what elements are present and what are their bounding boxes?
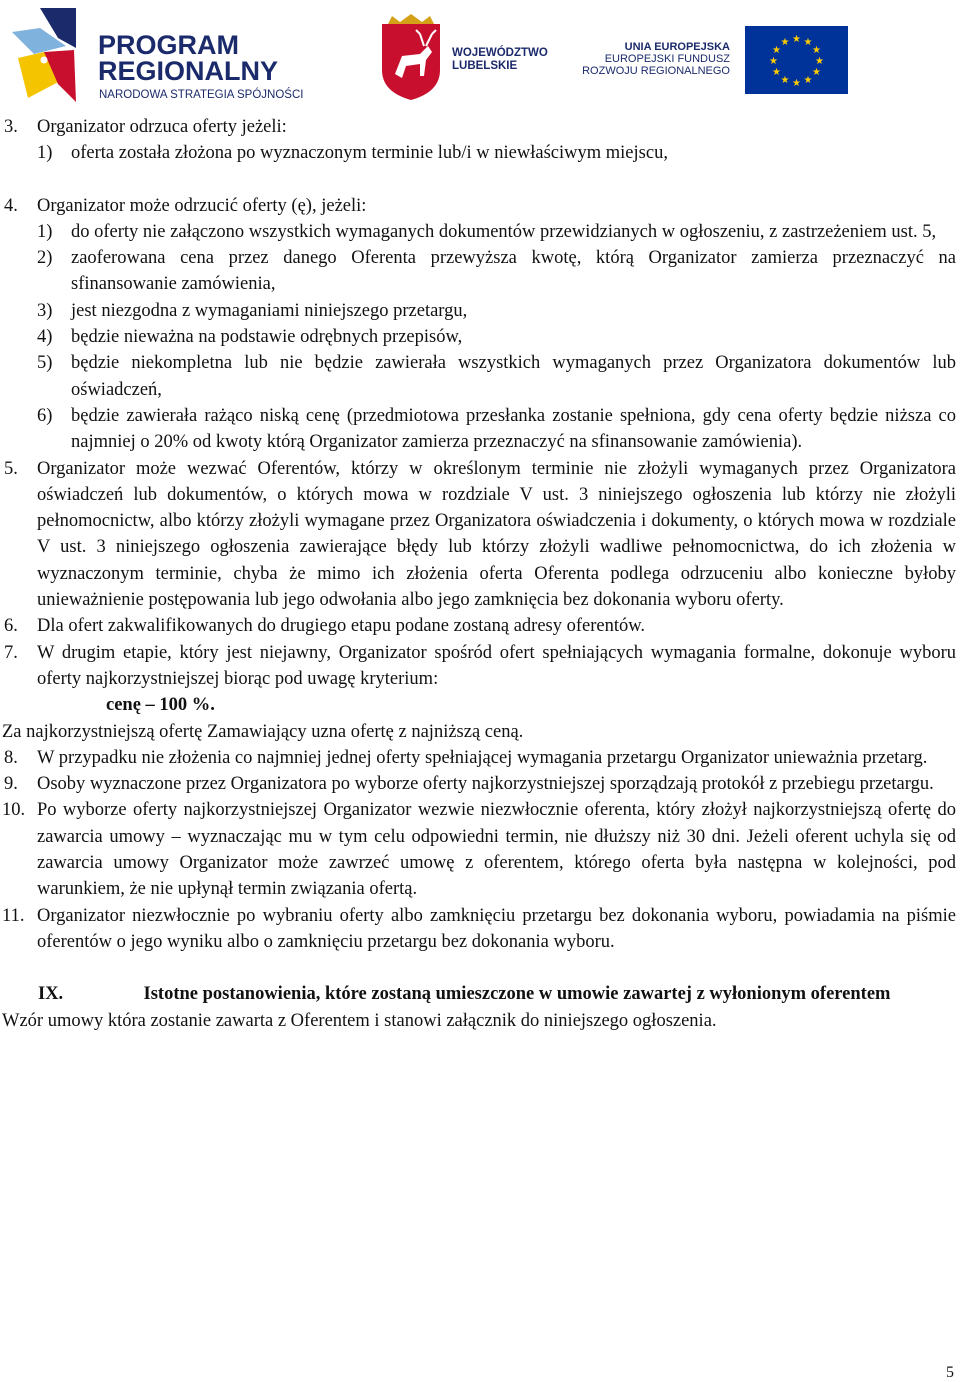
subitem-number: 4)	[37, 327, 53, 348]
paragraph-3	[0, 114, 960, 167]
paragraph-11	[0, 903, 960, 956]
svg-text:★: ★	[769, 56, 778, 67]
section-heading	[0, 981, 960, 1007]
item-number: 11.	[2, 905, 25, 926]
document-body	[0, 114, 960, 1034]
item-number: 10.	[2, 800, 26, 821]
subitem-text: będzie niekompletna lub nie będzie zawierała wszystkich wymaganych przez Organizatora dokumentów lub oświadczeń,	[71, 353, 956, 400]
subitem-4-5	[37, 350, 956, 403]
svg-text:★: ★	[772, 67, 781, 78]
eu-line2: EUROPEJSKI FUNDUSZ	[604, 53, 730, 65]
subitem-text: jest niezgodna z wymaganiami niniejszego przetargu,	[71, 300, 468, 321]
item-number: 4.	[4, 195, 18, 216]
subitem-4-2	[37, 245, 956, 298]
paragraph-8	[0, 745, 960, 771]
eu-line1: UNIA EUROPEJSKA	[624, 41, 730, 53]
svg-text:★: ★	[812, 45, 821, 56]
section-body: Wzór umowy która zostanie zawarta z Oferentem i stanowi załącznik do niniejszego ogłoszenia.	[2, 1010, 717, 1031]
voivodeship-line2: LUBELSKIE	[452, 60, 518, 72]
svg-text:★: ★	[780, 75, 790, 86]
svg-text:★: ★	[803, 75, 813, 86]
paragraph-5	[0, 456, 960, 614]
paragraph-10	[0, 797, 960, 902]
subitem-text: do oferty nie załączono wszystkich wymaganych dokumentów przewidzianych w ogłoszeniu, z zastrzeżeniem ust. 5,	[71, 221, 937, 242]
subitem-text: będzie nieważna na podstawie odrębnych przepisów,	[71, 327, 463, 348]
item-text: Po wyborze oferty najkorzystniejszej Organizator wezwie niezwłocznie oferenta, który złożył najkorzystniejszą ofertę do zawarcia umowy – wyznaczając mu w tym celu odpowiedni termin, nie dłuższy niż 30 dni. Jeżeli oferent uchyla się od zawarcia umowy Organizator może zawrzeć umowę z oferentem, którego oferta była następna w kolejności, pod warunkiem, że nie upłynął termin związania ofertą.	[37, 800, 956, 900]
item-number: 3.	[4, 117, 18, 137]
subitem-number: 5)	[37, 353, 53, 374]
item-text: Organizator może wezwać Oferentów, którzy w określonym terminie nie złożyli wymaganych przez Organizatora oświadczeń lub dokumentów, o których mowa w rozdziale V ust. 3 niniejszego ogłoszenia lub którzy nie złożyli pełnomocnictw, albo którzy złożyli wymagane przez Organizatora oświadczenia i dokumenty, o których mowa w rozdziale V ust. 3 niniejszego ogłoszenia zawierające błędy lub którzy złożyli wadliwe pełnomocnictwa, do ich złożenia w wyznaczonym terminie, chyba że mimo ich złożenia oferta Oferenta podlega odrzuceniu albo konieczne byłoby unieważnienie postępowania lub jego odwołania albo jego zamknięcia bez dokonania wyboru oferty.	[37, 458, 956, 611]
spacer	[0, 167, 960, 193]
subitem-4-1	[37, 219, 956, 245]
subitem-4-6	[37, 403, 956, 456]
subitem-4-3	[37, 298, 956, 324]
item-number: 9.	[4, 774, 18, 795]
section-number: IX.	[38, 984, 64, 1005]
subitem-3-1	[37, 140, 956, 166]
program-subtitle: NARODOWA STRATEGIA SPÓJNOŚCI	[99, 89, 304, 101]
program-title-line1: PROGRAM	[98, 30, 239, 60]
subitem-text: oferta została złożona po wyznaczonym terminie lub/i w niewłaściwym miejscu,	[71, 143, 668, 164]
paragraph-9	[0, 771, 960, 797]
item-text: Organizator może odrzucić oferty (ę), jeżeli:	[37, 195, 367, 216]
paragraph-4	[0, 193, 960, 456]
item-text: W drugim etapie, który jest niejawny, Organizator spośród ofert spełniających wymagania formalne, dokonuje wyboru oferty najkorzystniejszej biorąc pod uwagę kryterium:	[37, 642, 956, 689]
criterion-note: Za najkorzystniejszą ofertę Zamawiający uzna ofertę z najniższą ceną.	[2, 721, 524, 742]
eu-flag-logo	[745, 26, 848, 94]
item-number: 5.	[4, 458, 18, 479]
svg-text:★: ★	[812, 67, 821, 78]
item-text: W przypadku nie złożenia co najmniej jednej oferty spełniającej wymagania przetargu Organizator unieważnia przetarg.	[37, 747, 928, 768]
logos-banner	[0, 0, 960, 110]
subitem-text: będzie zawierała rażąco niską cenę (przedmiotowa przesłanka zostanie spełniona, gdy cena oferty będzie niższa co najmniej o 20% od kwoty którą Organizator zamierza przeznaczyć na sfinansowanie zamówienia).	[71, 405, 956, 453]
program-regionalny-logo	[12, 8, 76, 102]
eu-line3: ROZWOJU REGIONALNEGO	[582, 65, 730, 77]
svg-text:★: ★	[792, 34, 801, 45]
voivodeship-line1: WOJEWÓDZTWO	[452, 47, 548, 59]
subitem-number: 1)	[37, 221, 53, 242]
subitem-4-4	[37, 324, 956, 350]
item-number: 8.	[4, 747, 18, 768]
svg-text:★: ★	[815, 56, 824, 67]
item-text: Dla ofert zakwalifikowanych do drugiego etapu podane zostaną adresy oferentów.	[37, 616, 646, 637]
svg-text:★: ★	[792, 78, 801, 89]
paragraph-7	[0, 640, 960, 693]
item-text: Organizator niezwłocznie po wybraniu oferty albo zamknięciu przetargu bez dokonania wyboru, powiadamia na piśmie oferentów o jego wyniku albo o zamknięciu przetargu bez dokonania wyboru.	[37, 905, 956, 952]
section-title: Istotne postanowienia, które zostaną umieszczone w umowie zawartej z wyłonionym oferentem	[143, 984, 891, 1005]
subitem-number: 6)	[37, 405, 53, 426]
lubelskie-crest-logo	[382, 14, 440, 100]
svg-text:★: ★	[772, 45, 781, 56]
criterion-line: cenę – 100 %.	[106, 695, 215, 716]
svg-text:★: ★	[803, 37, 813, 48]
svg-text:★: ★	[780, 37, 790, 48]
item-number: 7.	[4, 642, 18, 663]
item-text: Osoby wyznaczone przez Organizatora po wyborze oferty najkorzystniejszej sporządzają protokół z przebiegu przetargu.	[37, 774, 934, 795]
subitem-number: 1)	[37, 143, 53, 164]
subitem-number: 2)	[37, 248, 53, 269]
item-text: Organizator odrzuca oferty jeżeli:	[37, 117, 287, 137]
subitem-number: 3)	[37, 300, 53, 321]
paragraph-6	[0, 613, 960, 639]
header-logos	[0, 0, 960, 110]
item-number: 6.	[4, 616, 18, 637]
program-title-line2: REGIONALNY	[98, 56, 279, 86]
page-number: 5	[946, 1364, 954, 1381]
subitem-text: zaoferowana cena przez danego Oferenta przewyższa kwotę, którą Organizator zamierza przeznaczyć na sfinansowanie zamówienia,	[71, 248, 956, 295]
